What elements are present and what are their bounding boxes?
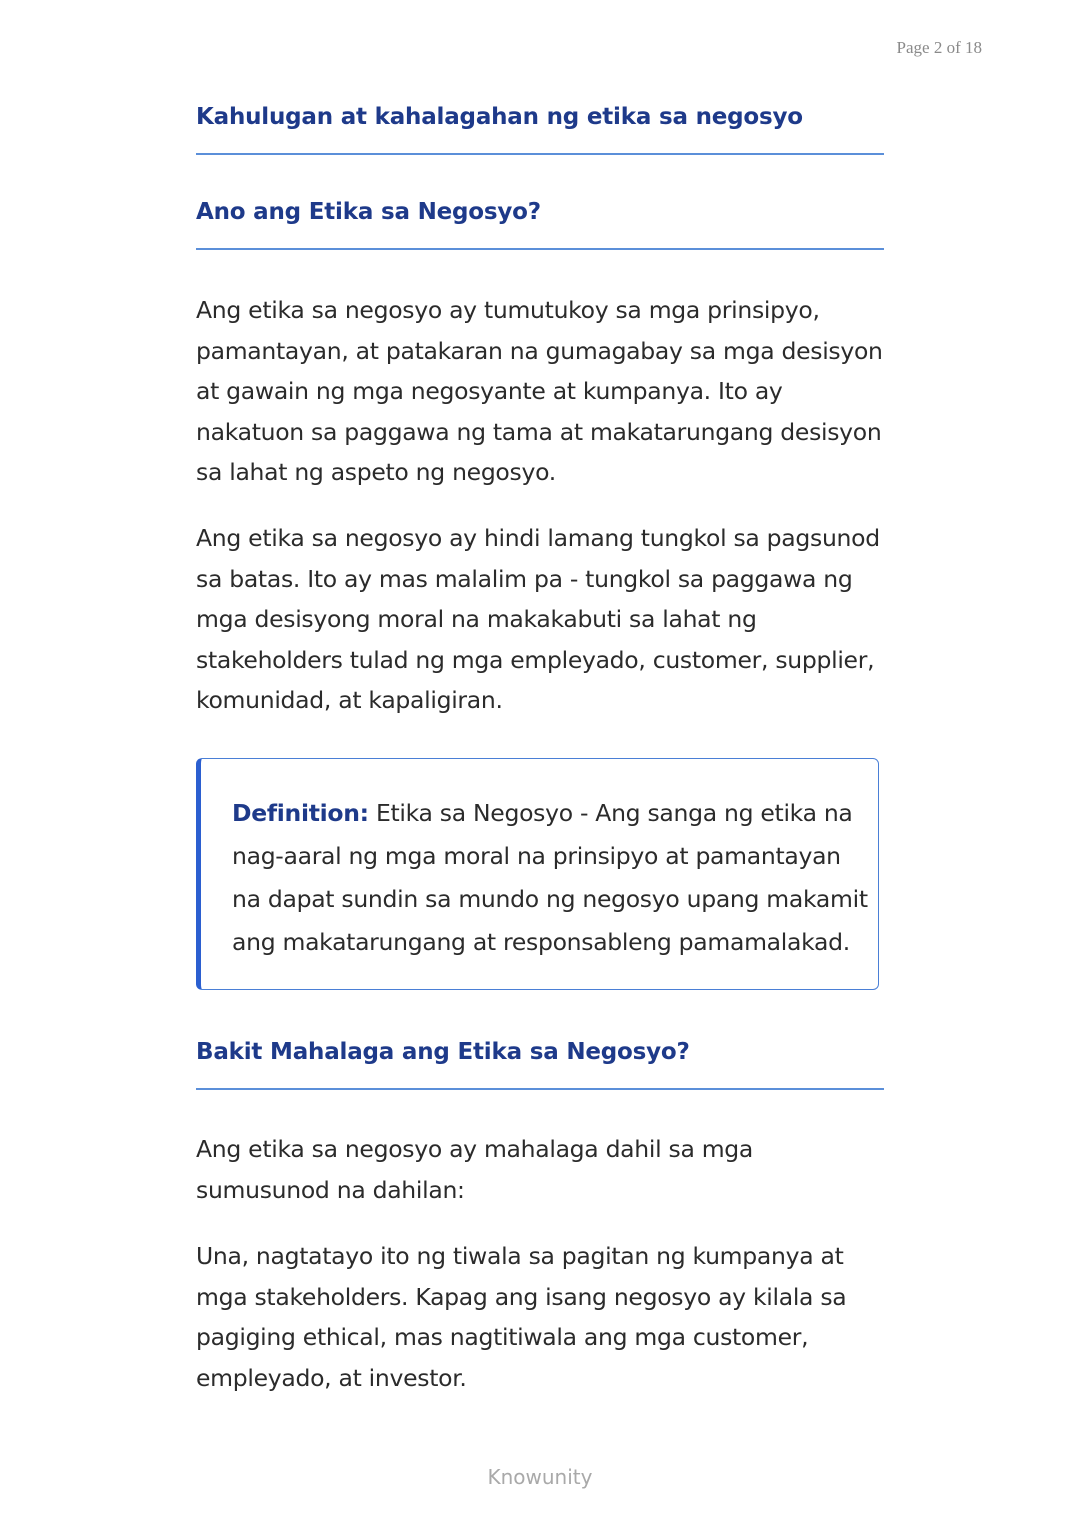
paragraph-definition-intro: Ang etika sa negosyo ay tumutukoy sa mga prinsipyo, pamantayan, at patakaran na gumagabay sa mga desisyon at gawain ng mga negosyante at kumpanya. Ito ay nakatuon sa paggawa ng tama at makatarungang desisyon sa lahat ng aspeto ng negosyo. (196, 296, 883, 487)
definition-text: Etika sa Negosyo - Ang sanga ng etika na nag-aaral ng mga moral na prinsipyo at pamantayan na dapat sundin sa mundo ng negosyo upang makamit ang makatarungang at responsableng pamamalakad. (232, 799, 868, 956)
paragraph-beyond-law: Ang etika sa negosyo ay hindi lamang tungkol sa pagsunod sa batas. Ito ay mas malalim pa - tungkol sa paggawa ng mga desisyong moral na makakabuti sa lahat ng stakeholders tulad ng mga empleyado, customer, supplier, komunidad, at kapaligiran. (196, 524, 880, 715)
section-divider (196, 248, 884, 250)
definition-body (232, 792, 872, 964)
footer-brand-logo: Knowunity (487, 1465, 593, 1489)
section-divider (196, 153, 884, 155)
section-title-meaning: Kahulugan at kahalagahan ng etika sa negosyo (196, 104, 803, 130)
section-divider (196, 1088, 884, 1090)
section-heading-what-is: Ano ang Etika sa Negosyo? (196, 199, 541, 225)
paragraph-reasons-intro: Ang etika sa negosyo ay mahalaga dahil sa mga sumusunod na dahilan: (196, 1135, 754, 1204)
definition-callout (196, 758, 879, 990)
definition-label: Definition: (232, 799, 369, 827)
section-heading-why-important: Bakit Mahalaga ang Etika sa Negosyo? (196, 1039, 690, 1065)
paragraph-trust: Una, nagtatayo ito ng tiwala sa pagitan ng kumpanya at mga stakeholders. Kapag ang isang negosyo ay kilala sa pagiging ethical, mas nagtitiwala ang mga customer, empleyado, at investor. (196, 1242, 847, 1392)
page-number: Page 2 of 18 (896, 38, 982, 57)
